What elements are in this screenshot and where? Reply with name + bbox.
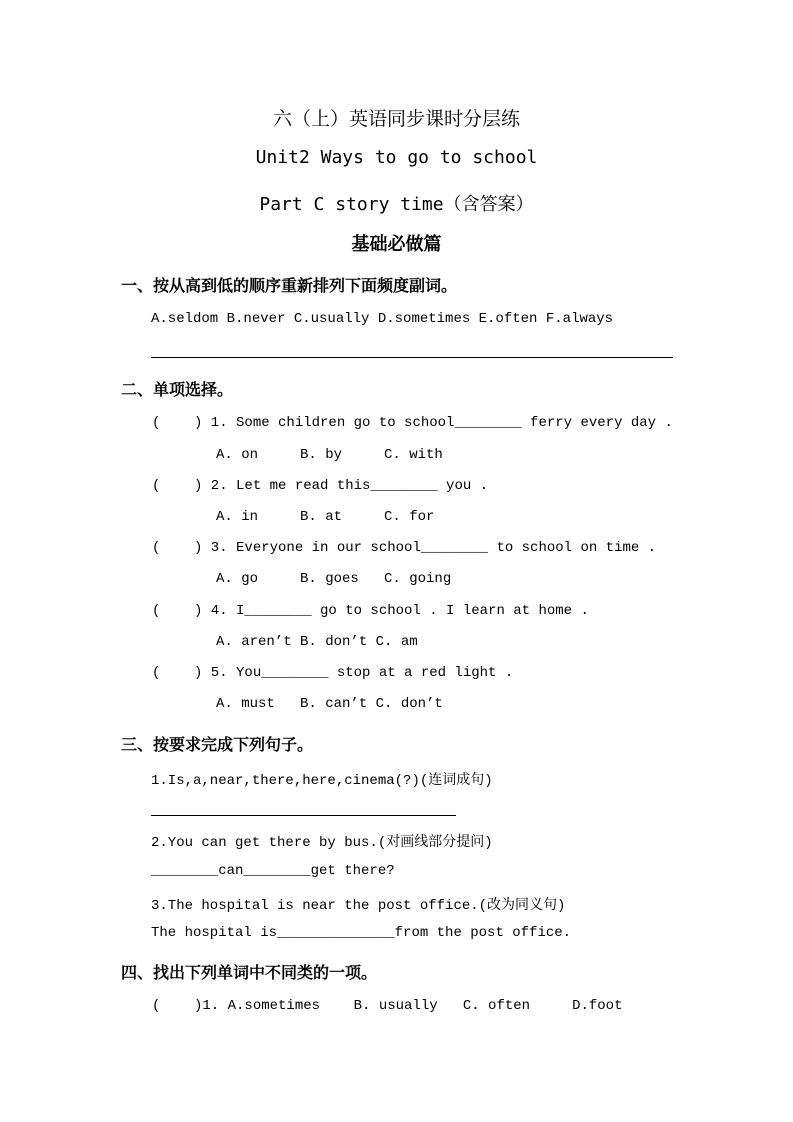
section3-item-3: 3.The hospital is near the post office.(改为同义句): [151, 898, 566, 914]
question-2-options: A. in B. at C. for: [216, 509, 435, 525]
unit-title: Unit2 Ways to go to school: [255, 147, 538, 168]
question-4-stem: ( ) 4. I________ go to school . I learn at home .: [152, 603, 589, 619]
section2-heading: 二、单项选择。: [121, 380, 234, 399]
answer-line: [151, 357, 673, 358]
section3-item-2: 2.You can get there by bus.(对画线部分提问): [151, 835, 493, 851]
section1-words: A.seldom B.never C.usually D.sometimes E.often F.always: [151, 311, 614, 327]
question-1-stem: ( ) 1. Some children go to school________ ferry every day .: [152, 415, 673, 431]
question-2-stem: ( ) 2. Let me read this________ you .: [152, 478, 489, 494]
level-title: 基础必做篇: [351, 234, 442, 255]
question-4-options: A. aren’t B. don’t C. am: [216, 634, 418, 650]
question-1-options: A. on B. by C. with: [216, 447, 443, 463]
question-5-options: A. must B. can’t C. don’t: [216, 696, 443, 712]
section3-heading: 三、按要求完成下列句子。: [121, 735, 314, 754]
part-title: Part C story time（含答案）: [259, 194, 534, 215]
worksheet-title: 六（上）英语同步课时分层练: [272, 108, 520, 130]
question-3-options: A. go B. goes C. going: [216, 571, 452, 587]
section4-heading: 四、找出下列单词中不同类的一项。: [121, 963, 378, 982]
section3-item-3-answer: The hospital is______________from the post office.: [151, 925, 572, 941]
section3-item-1: 1.Is,a,near,there,here,cinema(?)(连词成句): [151, 773, 493, 789]
answer-line: [151, 815, 456, 816]
question-3-stem: ( ) 3. Everyone in our school________ to school on time .: [152, 540, 657, 556]
question-5-stem: ( ) 5. You________ stop at a red light .: [152, 665, 514, 681]
section3-item-2-answer: ________can________get there?: [151, 863, 395, 879]
section4-question-1: ( )1. A.sometimes B. usually C. often D.foot: [152, 998, 623, 1014]
section1-heading: 一、按从高到低的顺序重新排列下面频度副词。: [121, 276, 458, 295]
